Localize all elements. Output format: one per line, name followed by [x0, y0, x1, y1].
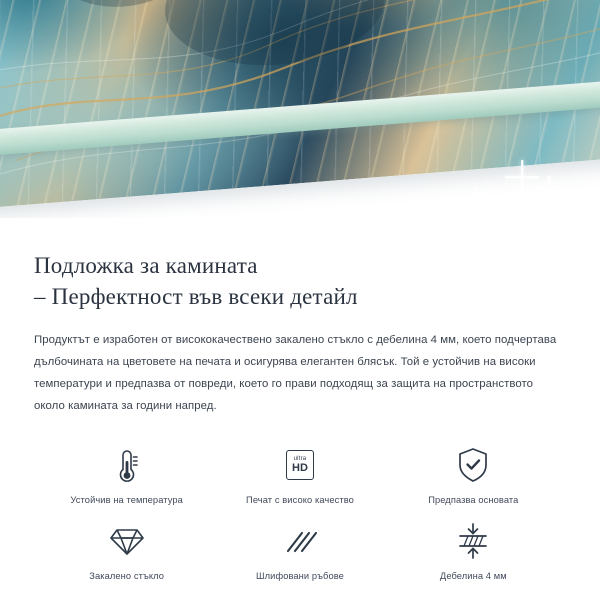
feature-grid	[34, 435, 566, 581]
thermometer-icon	[112, 443, 142, 487]
feature-item-print-quality	[213, 435, 386, 505]
hero-image	[0, 0, 600, 218]
feature-item-polished-edges	[213, 511, 386, 581]
feature-label: Шлифовани ръбове	[256, 571, 344, 581]
polished-edges-icon	[282, 519, 318, 563]
sparkle-icon	[538, 176, 560, 198]
headline-line-2: – Перфектност във всеки детайл	[34, 284, 358, 309]
page-title	[34, 250, 566, 312]
feature-label: Устойчив на температура	[70, 495, 183, 505]
feature-label: Закалено стъкло	[89, 571, 165, 581]
shield-check-icon	[456, 443, 490, 487]
feature-item-protection	[387, 435, 560, 505]
feature-label: Предпазва основата	[428, 495, 519, 505]
feature-label: Печат с високо качество	[246, 495, 354, 505]
feature-item-tempered-glass	[40, 511, 213, 581]
diamond-icon	[108, 519, 146, 563]
thickness-arrows-icon	[456, 519, 490, 563]
feature-label: Дебелина 4 мм	[439, 571, 507, 581]
content-area	[0, 218, 600, 581]
hero-image-inner	[0, 0, 600, 218]
headline-line-1: Подложка за камината	[34, 253, 258, 278]
sparkle-icon	[468, 186, 484, 202]
description-text: Продуктът е изработен от висококачествено закалено стъкло с дебелина 4 мм, което подчертава дълбочината на цветовете на печата и осигурява елегантен блясък. Той е устойчив на високи температури и предпазва от повреди, което го прави подходящ за защита на пространството около камината за години напред.	[34, 334, 557, 412]
feature-item-temperature	[40, 435, 213, 505]
ultra-hd-icon: ultra HD	[286, 443, 314, 487]
feature-item-thickness	[387, 511, 560, 581]
